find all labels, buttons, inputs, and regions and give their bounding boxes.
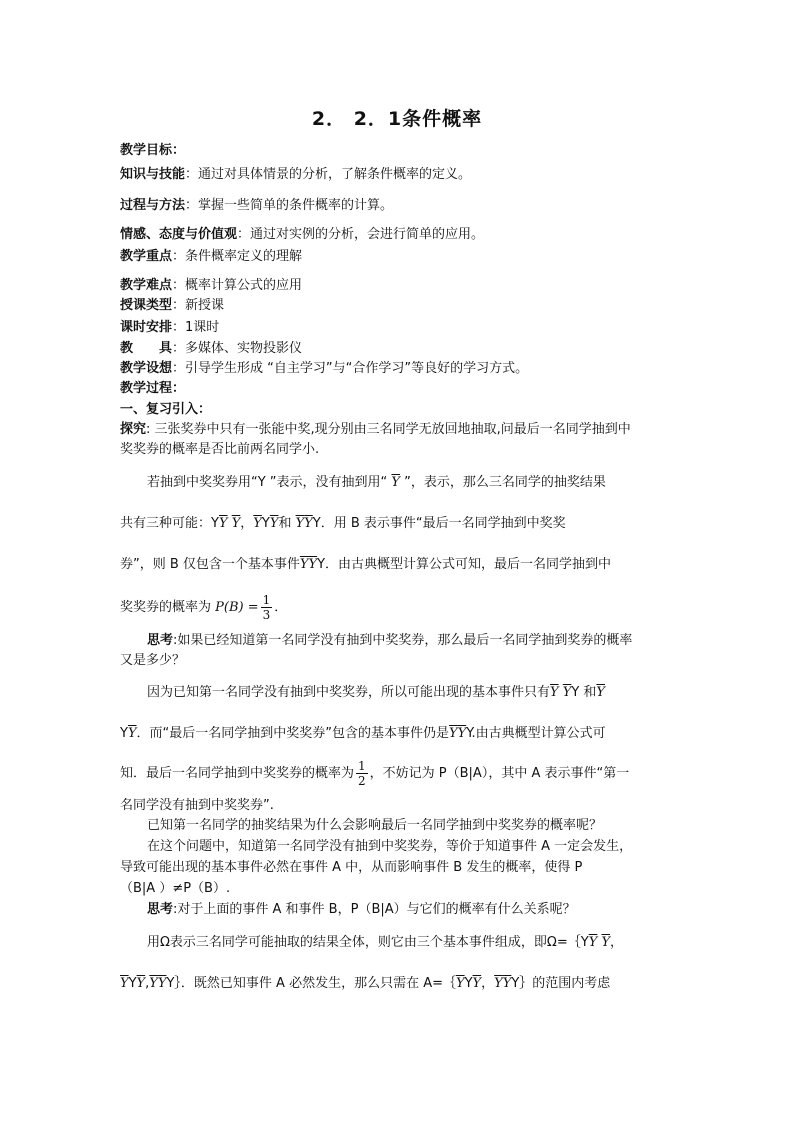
- paragraph-6: [120, 725, 680, 743]
- paragraph-11: [147, 934, 680, 952]
- p6-text-a: Y: [120, 726, 128, 741]
- y-bar: $\overline{Y}$: [120, 976, 129, 991]
- paragraph-8: 名同学没有抽到中奖奖券”.: [120, 798, 274, 813]
- teaching-focus: [120, 248, 680, 266]
- y-bar: $\overline{Y}$: [136, 976, 146, 991]
- think-1-line-2: 又是多少？: [120, 653, 186, 668]
- knowledge-text: ：通过对具体情景的分析，了解条件概率的定义。: [185, 167, 472, 182]
- fraction-numerator: 1: [262, 593, 271, 607]
- y-bar: $\overline{Y}$: [231, 516, 241, 531]
- p12-text-b: ,: [145, 976, 150, 991]
- y-bar: $\overline{Y}$: [562, 685, 572, 700]
- type-text: ：新授课: [172, 298, 225, 313]
- p1-text-a: 若抽到中奖奖券用“Y ”表示，没有抽到用“: [147, 475, 392, 490]
- tools-text: ：多媒体、实物投影仪: [172, 341, 303, 356]
- y-bar: $\overline{Y}$: [253, 516, 262, 531]
- p2-text-e: Y．用 B 表示事件“最后一名同学抽到中奖奖: [312, 516, 566, 531]
- y-bar: $\overline{Y}$: [149, 976, 158, 991]
- p6-text-c: Y.由古典概型计算公式可: [466, 726, 606, 741]
- p12-text-d: Y: [464, 976, 473, 991]
- paragraph-2: [120, 515, 680, 533]
- p3-text-a: 券”，则 B 仅包含一个基本事件: [120, 557, 300, 572]
- focus-text: ：条件概率定义的理解: [172, 249, 303, 264]
- fraction-denominator: 3: [262, 608, 271, 622]
- paragraph-5: [147, 684, 680, 702]
- p2-text-a: 共有三种可能：Y: [120, 516, 219, 531]
- p4-text-b: ．: [274, 600, 288, 615]
- paragraph-12: [120, 975, 680, 993]
- objective-emotion: [120, 226, 680, 244]
- lesson-type: [120, 297, 680, 315]
- p1-text-b: ”，表示，那么三名同学的抽奖结果: [400, 475, 606, 490]
- y-bar: $\overline{Y}$: [588, 935, 598, 950]
- process-text: ：掌握一些简单的条件概率的计算。: [185, 198, 394, 213]
- objectives-heading: 教学目标：: [120, 143, 186, 158]
- document-title: 2． 2．1条件概率: [311, 108, 483, 130]
- think-1-label: 思考: [147, 633, 174, 648]
- p5-text-b: Y 和: [571, 685, 597, 700]
- think-2: [147, 901, 680, 919]
- paragraph-10-line-2: 导致可能出现的基本事件必然在事件 A 中，从而影响事件 B 发生的概率，使得 P: [120, 860, 583, 875]
- p6-text-b: ．而“最后一名同学抽到中奖奖券”包含的基本事件仍是: [136, 726, 450, 741]
- y-bar: $\overline{Y}$: [299, 557, 309, 572]
- paragraph-4: [120, 592, 680, 624]
- type-label: 授课类型: [120, 298, 173, 313]
- y-bar: $\overline{Y}$: [502, 976, 512, 991]
- explore-text-1: : 三张奖券中只有一张能中奖,现分别由三名同学无放回地抽取,问最后一名同学抽到中: [146, 422, 631, 437]
- objective-process: [120, 197, 680, 215]
- y-bar: $\overline{Y}$: [218, 516, 228, 531]
- y-bar: $\overline{Y}$: [308, 557, 318, 572]
- p2-text-b: ，: [240, 516, 254, 531]
- y-bar: $\overline{Y}$: [449, 726, 458, 741]
- y-bar: $\overline{Y}$: [304, 516, 313, 531]
- p12-text-a: Y: [128, 976, 137, 991]
- y-bar: $\overline{Y}$: [472, 976, 482, 991]
- paragraph-3: [120, 556, 680, 574]
- y-bar: $\overline{Y}$: [157, 976, 167, 991]
- y-bar: $\overline{Y}$: [550, 685, 559, 700]
- p12-text-f: Y｝的范围内考虑: [511, 976, 611, 991]
- idea-text: ：引导学生形成 “自主学习”与“合作学习”等良好的学习方式。: [172, 361, 529, 376]
- p2-text-d: 和: [278, 516, 296, 531]
- probability-expression: P(B) =: [215, 600, 259, 615]
- y-bar: $\overline{Y}$: [456, 976, 465, 991]
- y-bar: $\overline{Y}$: [127, 726, 137, 741]
- review-heading: 一、复习引入：: [120, 402, 212, 417]
- paragraph-10-line-1: 在这个问题中，知道第一名同学没有抽到中奖奖券，等价于知道事件 A 一定会发生，: [147, 839, 633, 854]
- difficulty-text: ：概率计算公式的应用: [172, 278, 303, 293]
- think-2-text: :对于上面的事件 A 和事件 B，P（B|A）与它们的概率有什么关系呢？: [173, 902, 576, 917]
- explore-label: 探究: [120, 422, 147, 437]
- p7-text-a: 知．最后一名同学抽到中奖奖券的概率为: [120, 766, 355, 781]
- paragraph-7: [120, 758, 680, 790]
- p5-text-a: 因为已知第一名同学没有抽到中奖奖券，所以可能出现的基本事件只有: [147, 685, 551, 700]
- p7-text-b: ，不妨记为 P（B|A），其中 A 表示事件“第一: [369, 766, 630, 781]
- y-bar: $\overline{Y}$: [295, 516, 305, 531]
- fraction-numerator: 1: [358, 759, 366, 773]
- paragraph-1: [147, 474, 680, 492]
- fraction-denominator: 2: [358, 774, 366, 788]
- p4-text-a: 奖奖券的概率为: [120, 600, 216, 615]
- fraction-one-third: [261, 593, 273, 622]
- p2-text-c: Y: [261, 516, 270, 531]
- y-bar: $\overline{Y}$: [601, 935, 611, 950]
- teaching-tools: [120, 340, 680, 358]
- y-bar: $\overline{Y}$: [391, 475, 401, 490]
- difficulty-label: 教学难点: [120, 278, 173, 293]
- process-label: 过程与方法: [120, 198, 186, 213]
- y-bar: $\overline{Y}$: [269, 516, 279, 531]
- p11-text-a: 用Ω表示三名同学可能抽取的结果全体，则它由三个基本事件组成，即Ω=｛Y: [147, 935, 589, 950]
- think-2-label: 思考: [147, 902, 174, 917]
- paragraph-9: 已知第一名同学的抽奖结果为什么会影响最后一名同学抽到中奖奖券的概率呢？: [147, 818, 603, 833]
- idea-label: 教学设想: [120, 361, 173, 376]
- schedule-label: 课时安排: [120, 320, 173, 335]
- p3-text-b: Y．由古典概型计算公式可知，最后一名同学抽到中: [317, 557, 612, 572]
- objective-knowledge: [120, 166, 680, 184]
- think-1-line-1: [147, 632, 680, 650]
- fraction-one-half: [356, 759, 368, 788]
- explore-line-2: 奖奖券的概率是否比前两名同学小.: [120, 442, 320, 457]
- y-bar: $\overline{Y}$: [457, 726, 467, 741]
- process-heading: 教学过程：: [120, 381, 186, 396]
- emotion-label: 情感、态度与价值观: [120, 227, 238, 242]
- tools-label: 教 具: [120, 341, 173, 356]
- p12-text-e: ，: [481, 976, 495, 991]
- teaching-idea: [120, 360, 680, 378]
- y-bar: $\overline{Y}$: [494, 976, 503, 991]
- think-1-text: :如果已经知道第一名同学没有抽到中奖奖券，那么最后一名同学抽到奖券的概率: [173, 633, 633, 648]
- focus-label: 教学重点: [120, 249, 173, 264]
- y-bar: $\overline{Y}$: [596, 685, 606, 700]
- p12-text-c: Y｝．既然已知事件 A 必然发生，那么只需在 A=｛: [166, 976, 456, 991]
- teaching-difficulty: [120, 277, 680, 295]
- knowledge-label: 知识与技能: [120, 167, 186, 182]
- explore-line-1: [120, 421, 680, 439]
- paragraph-10-line-3: （B|A ）≠P（B）.: [120, 881, 231, 896]
- lesson-schedule: [120, 319, 680, 337]
- emotion-text: ：通过对实例的分析，会进行简单的应用。: [237, 227, 485, 242]
- p11-text-b: ，: [610, 935, 624, 950]
- schedule-text: ：1课时: [172, 320, 220, 335]
